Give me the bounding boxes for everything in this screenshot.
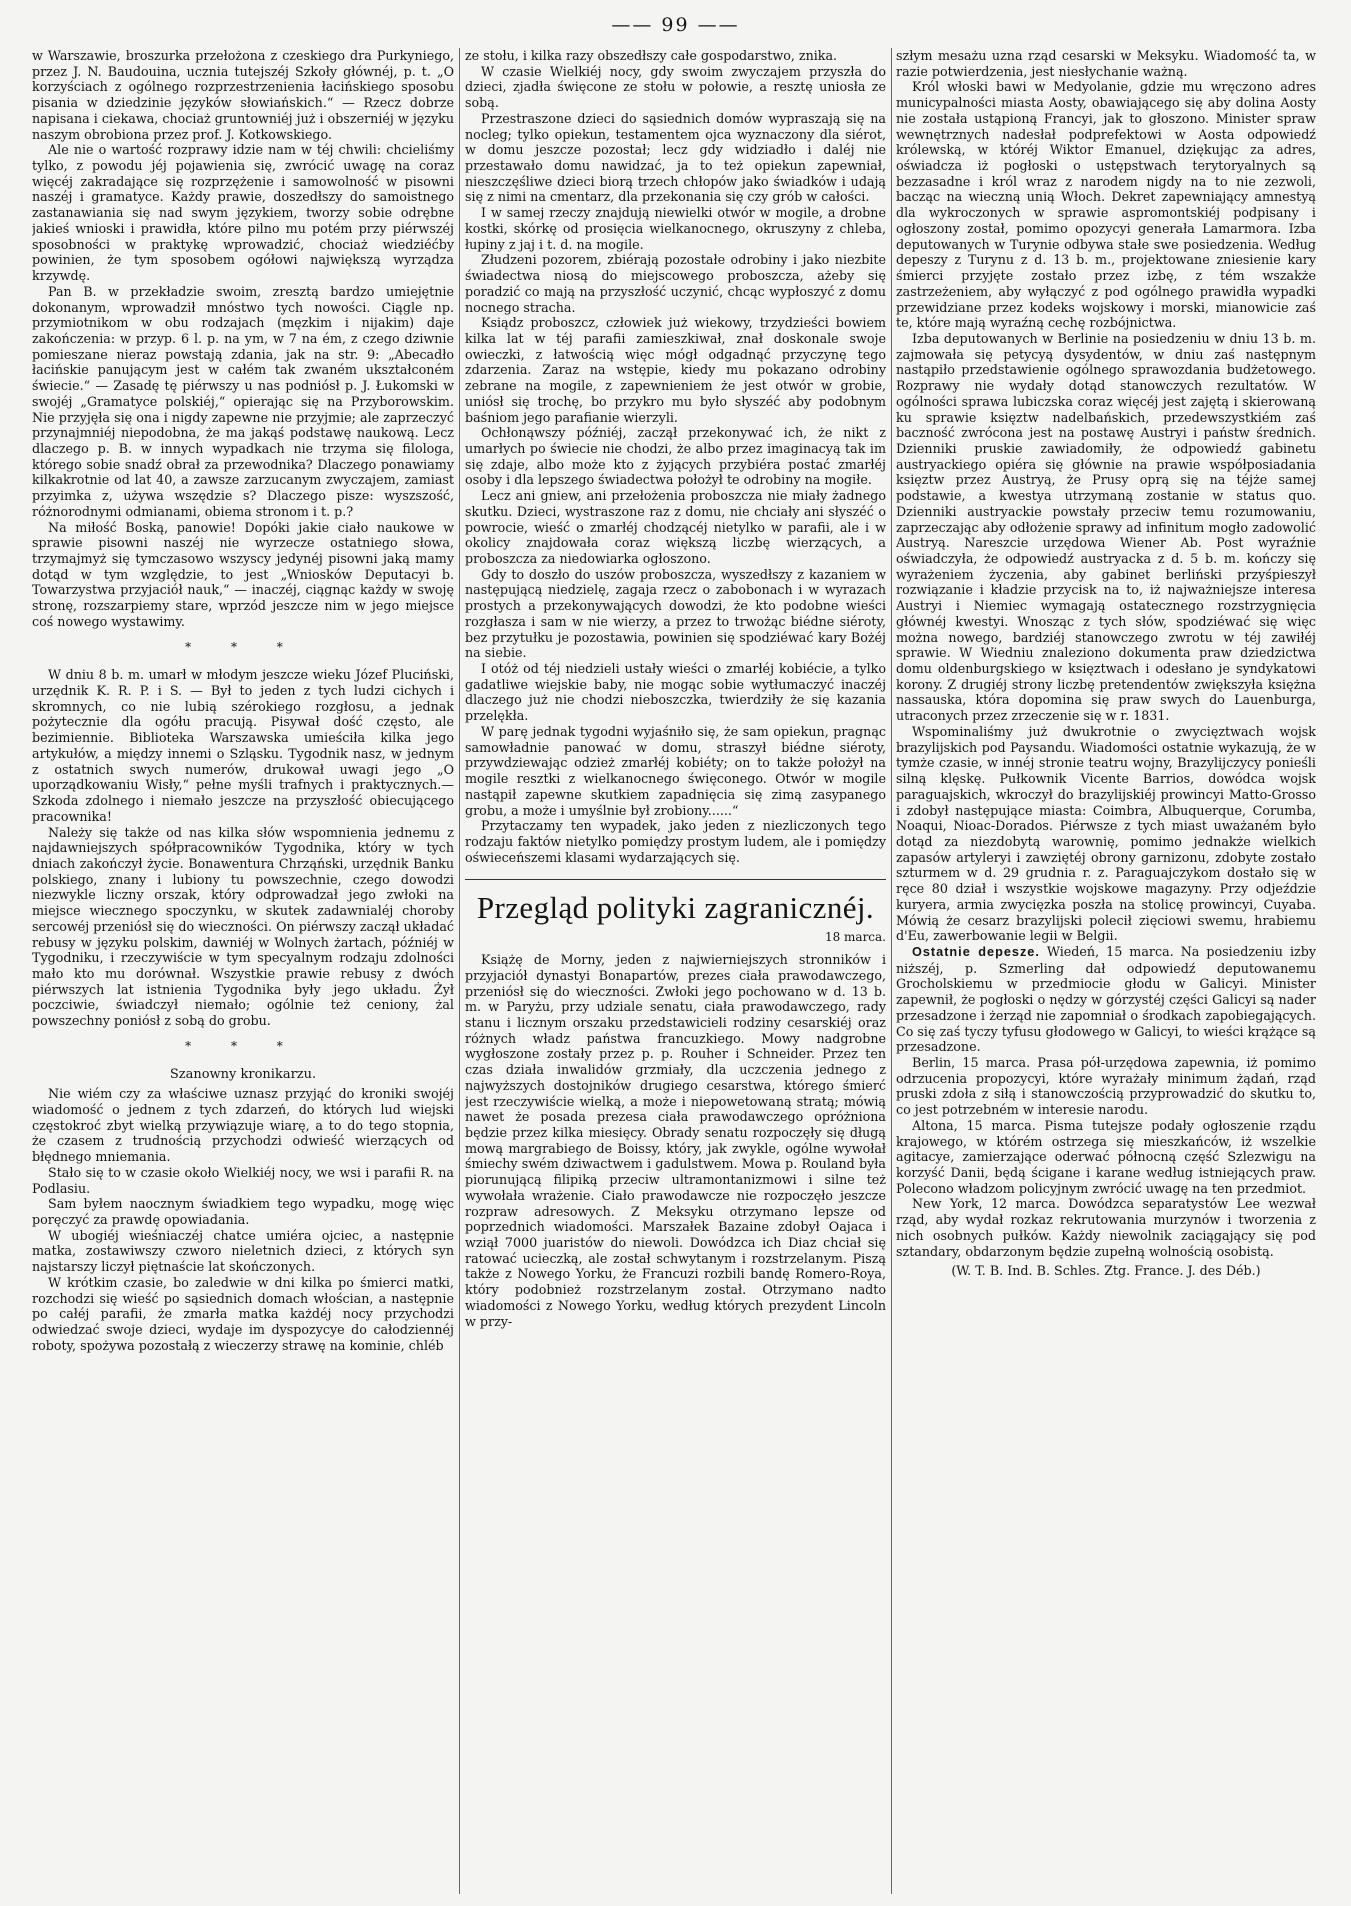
dispatch-paragraph: Berlin, 15 marca. Prasa pół-urzędowa zapewnia, iż pomimo odrzucenia propozycyi, które wyrażały minimum żądań, rząd pruski zdoła z siłą i stanowczością przyprowadzić do skutku to, co jest potrzebném w interesie narodu. (896, 1055, 1316, 1118)
politics-paragraph: Wspominaliśmy już dwukrotnie o zwycięztwach wojsk brazylijskich pod Paysandu. Wiadomości ostatnie wykazują, że w tymże czasie, w innéj stronie teatru wojny, Brazylijczycy ponieśli silną klęskę. Pułkownik Vicente Barrios, dowódca wojsk paraguajskich, wkroczył do brazylijskiéj prowincyi Matto-Grosso i zdobył następujące miasta: Coimbra, Albuquerque, Corumba, Noaqui, Nioac-Dorados. Piérwsze z tych miast uważaném było dotąd za niezdobytą warownię, pomimo jednakże wielkich zapasów artyleryi i zawziętéj obrony garnizonu, zdobyte zostało szturmem w d. 29 grudnia r. z. Paraguajczykom dostało się w ręce 80 dział i wszystkie wojskowe magazyny. Przy odjeździe kuryera, armia zwycięzka poszła na stolicę prowincyi, Cuyaba. Mówią że cesarz brazylijski polecił zięciowi swemu, hrabiemu d'Eu, zawerbowanie legii w Belgii. (896, 723, 1316, 944)
letter-paragraph: ze stołu, i kilka razy obszedłszy całe gospodarstwo, znika. (465, 48, 838, 63)
obituary-paragraph: Należy się także od nas kilka słów wspomnienia jednemu z najdawniejszych spółpracowników Tygodnika, który w tych dniach zakończył życie. Bonawentura Chrząński, urzędnik Banku polskiego, znany i lubiony tu powszechnie, czego dowodzi niezwykle liczny orszak, który odprowadzał jego zwłoki na miejsce wiecznego spoczynku, w skutek zadawnialéj choroby sercowéj przeniósł się do wieczności. On piérwszy zaczął układać rebusy w języku polskim, dawniéj w Wolnych żartach, późniéj w Tygodniku, i rzeczywiście w tym specyalnym rodzaju zdolności mało kto mu dorównał. Wszystkie prawie rebusy z dwóch piérwszych lat istnienia Tygodnika były jego układu. Żył poczciwie, świadczył niemało; ogólnie też ceniony, żal powszechny poniósł z sobą do grobu. (32, 824, 454, 1029)
article-paragraph: Pan B. w przekładzie swoim, zresztą bardzo umiejętnie dokonanym, wprowadził mnóstwo tych nowości. Ciągle np. przymiotnikom w obu rodzajach (męzkim i nijakim) daje zakończenia: w przyp. 6 l. p. na ym, w 7 na ém, z czego dziwnie pomieszane nieraz powstają zdania, jak na str. 9: „Abecadło łacińskie panującym jest w całém tak zwaném ukształconém świecie.“ — Zasadę tę piérwszy u nas podniósł p. J. Łukomski w swojéj „Gramatyce polskiéj,“ opierając się na Przyborowskim. Nie przyjęła się ona i nigdy zapewne nie przyjmie; ale zaprzeczyć przynajmniéj niepodobna, że ma jakąś podstawę naukową. Lecz dlaczego p. B. w innych wypadkach nie trzyma się filologa, którego sobie snadź obrał za przewodnika? Dlaczego ponawiamy kilkakrotnie od lat 40, a zawsze zarzucanym zwyczajem, zamiast przyimka z, używa wszędzie s? Dlaczego pisze: wyszszość, różnorodnymi odmianami, obiema stronom i t. p.? (32, 283, 454, 519)
dispatch-paragraph: New York, 12 marca. Dowódzca separatystów Lee wezwał rząd, aby wydał rozkaz rekrutowania murzynów i tworzenia z nich osobnych pułków. Każdy niewolnik zaciągający się pod sztandary, obdarzonym będzie zupełną wolnością osobistą. (896, 1196, 1316, 1259)
dispatch-label: Ostatnie depesze. (912, 944, 1040, 959)
politics-paragraph: Książę de Morny, jeden z najwierniejszych stronników i przyjaciół dynastyi Bonapartów, prezes ciała prawodawczego, przeniósł się do wieczności. Zwłoki jego pochowano w d. 13 b. m. w Paryżu, przy udziale senatu, ciała prawodawczego, rady stanu i licznym orszaku przedstawicieli rodziny cesarskiéj oraz różnych władz państwa francuzkiego. Mowy nadgrobne wygłoszone zostały przez p. p. Rouher i Schneider. Przez ten czas działa inwalidów grzmiały, dla uczczenia jednego z najwyższych dostojników drugiego cesarstwa, którego śmierć jest rzeczywiście wielką, a może i niepowetowaną stratą; mówią nawet że posada prezesa ciała prawodawczego opróżniona będzie przez kilka miesięcy. Obrady senatu rozpoczęły się długą mową margrabiego de Boissy, który, jak zwykle, ogólne wywołał śmiechy swém dziwactwem i gadulstwem. Mowa p. Rouland była piorunującą filipiką przeciw ultramontanizmowi i silne też wywołała wrażenie. Ciało prawodawcze nie rozpoczęło jeszcze rozpraw adresowych. Z Meksyku otrzymano lepsze od poprzednich wiadomości. Marszałek Bazaine zdobył Oajaca i wziął 7000 juaristów do niewoli. Dowódzca ich Diaz chciał się ratować ucieczką, ale został schwytanym i rozstrzelanym. Piszą także z Nowego Yorku, że Francuzi rozbili bandę Romero-Roya, który podobnież rozstrzelanym został. Otrzymano nadto wiadomości z Nowego Yorku, według których prezydent Lincoln w przy- (465, 952, 886, 1329)
letter-paragraph: Ksiądz proboszcz, człowiek już wiekowy, trzydzieści bowiem kilka lat w téj parafii zamieszkiwał, znał doskonale swoje owieczki, z łatwością więc mógł odgadnąć przyczynę tego zdarzenia. Zaraz na wstępie, kiedy mu pokazano odrobiny zebrane na mogile, z zapewnieniem że jest otwór w grobie, uniósł się trochę, bo przykro mu było słyszéć aby podobnym baśniom jego parafianie wierzyli. (465, 315, 886, 425)
politics-paragraph: Król włoski bawi w Medyolanie, gdzie mu wręczono adres municypalności miasta Aosty, obawiającego się aby dolina Aosty nie została ustąpioną Francyi, jak to głoszono. Minister spraw wewnętrznych nadesłał podprefektowi w Aosta odpowiedź królewską, w któréj Wiktor Emanuel, dziękując za adres, oświadcza iż pogłoski o ustępstwach terytoryalnych są bezzasadne i król wraz z narodem nigdy na to nie zezwoli, bacząc na wieczną unią Włoch. Dekret zapewniający amnestyą dla wykroczonych w sprawie aspromontskiéj podpisany i ogłoszony został, pomimo opozycyi generała Lamarmora. Izba deputowanych w Turynie odbywa stałe swe posiedzenia. Według depeszy z Turynu z d. 13 b. m., projektowane zniesienie kary śmierci przyjęte zostało przez izbę, z tém wszakże zastrzeżeniem, aby wyłączyć z pod ogólnego prawidła wypadki przewidziane przez kodeks wojskowy i morski, mianowicie zaś te, które mają wyraźną cechę rozbójnictwa. (896, 79, 1316, 331)
letter-paragraph: W parę jednak tygodni wyjaśniło się, że sam opiekun, pragnąc samowładnie panować w domu, straszył biédne siéroty, przywdziewając odzież zmarłéj kobiéty; on to także położył na mogile resztki z wielkanocnego święconego. Otwór w mogile nastąpił zapewne skutkiem zapadnięcia się zimą zasypanego grobu, a może i umyślnie był zrobiony......“ (465, 723, 886, 818)
letter-paragraph: Przestraszone dzieci do sąsiednich domów wypraszają się na nocleg; tylko opiekun, testamentem ojca wyznaczony dla siérot, w domu jeszcze pozostał; lecz gdy widziadło i daléj nie przestawało domu nawidzać, ja to też opiekun zapewniał, nieszczęśliwe dzieci biorą trzech chłopów jako świadków i udają się z nimi na cmentarz, dla przekonania się czy grób w całości. (465, 110, 886, 205)
politics-paragraph: Izba deputowanych w Berlinie na posiedzeniu w dniu 13 b. m. zajmowała się petycyą dysydentów, w dniu zaś następnym nastąpiło przedstawienie ogólnego sprawozdania budżetowego. Rozprawy nie wydały dotąd stanowczych rezultatów. W ogólności sprawa lubiczska coraz więcéj jest zajętą i skierowaną ku sprawie księztw nadelbańskich, przedewszystkiém zaś baczność zwrócona jest na postawę Austryi i państw średnich. Dzienniki pruskie zawiadomiły, że odpowiedź gabinetu austryackiego opiéra się głównie na prawie współposiadania księztw przez Austryą, że Prusy oprą się na téjże samej podstawie, a kwestya utrzymaną zostanie w status quo. Dzienniki austryackie powstały przeciw temu rozumowaniu, zaprzeczając aby odłożenie sprawy ad infinitum mogło zadowolić Austryą. Nareszcie urzędowa Wiener Ab. Post wyraźnie oświadczyła, że odpowiedź austryacka z d. 5 b. m. kończy się wyrażeniem życzenia, aby gabinet berliński przyśpieszył rozwiązanie i kładzie przycisk na to, iż najważniejsze interesa Austryi i Niemiec wymagają ostatecznego rozstrzygnięcia głównéj kwestyi. Wnosząc z tych słów, spodziéwać się więc można nowego, bardziéj stanowczego zwrotu w téj zawiłéj sprawie. W Wiedniu znaleziono dokumenta praw dziedzictwa domu oldenburgskiego w księztwach i odesłano je syndykatowi korony. Z drugiéj strony liczbę pretendentów zwiększyła księżna nassauska, która dopomina się praw swych do Lauenburga, utraconych przez zrzeczenie się w r. 1831. (896, 330, 1316, 724)
section-separator: * * * (185, 1038, 301, 1053)
section-date: 18 marca. (824, 930, 886, 945)
column-divider (891, 48, 892, 1894)
article-paragraph: Ale nie o wartość rozprawy idzie nam w téj chwili: chcieliśmy tylko, z powodu jéj pojawienia się, zwrócić uwagę na coraz więcéj zakradające się rozprzężenie i samowolność w pisowni naszéj i gramatyce. Każdy prawie, doszedłszy do samoistnego zastanawiania się nad swym językiem, tworzy sobie odrębne jakieś wnioski i prawidła, które pilno mu potém przy piérwszéj sposobności w praktykę wprowadzić, chociaż wiedziéćby powinien, że tym sposobem ogółowi największą wyrządza krzywdę. (32, 142, 454, 284)
letter-paragraph: W czasie Wielkiéj nocy, gdy swoim zwyczajem przyszła do dzieci, zjadła święcone ze stołu w połowie, a resztę uniosła ze sobą. (465, 63, 886, 111)
letter-paragraph: Ochłonąwszy późniéj, zaczął przekonywać ich, że nikt z umarłych po świecie nie chodzi, że albo przez imaginacyą tak im się zdaje, albo może kto z żyjących przybiéra postać zmarłéj osoby i dla lepszego świadectwa położył te odrobiny na mogiłe. (465, 425, 886, 488)
politics-paragraph: szłym mesażu uzna rząd cesarski w Meksyku. Wiadomość ta, w razie potwierdzenia, jest niesłychanie ważną. (896, 48, 1316, 79)
article-paragraph: Na miłość Boską, panowie! Dopóki jakie ciało naukowe w sprawie pisowni naszéj nie wyrzecze ostatniego słowa, trzymajmyż się tymczasowo wszyscy jedynéj pisowni jaką mamy dotąd w tym względzie, to jest „Wniosków Deputacyi b. Towarzystwa przyjaciół nauk,“ — inaczéj, ciągnąc każdy w swoję stronę, rozszarpiemy stare, wprzód jeszcze nim w jego miejsce coś nowego wystawimy. (32, 519, 454, 629)
letter-paragraph: Nie wiém czy za właściwe uznasz przyjąć do kroniki swojéj wiadomość o jednem z tych zdarzeń, do których lud wiejski częstokroć zbyt wielką przywiązuje wiarę, a to do tego stopnia, że czasem z trudnością przychodzi odwieść wierzących od błędnego mniemania. (32, 1086, 454, 1165)
dispatch-paragraph (896, 944, 1316, 1055)
section-separator: * * * (185, 639, 301, 654)
letter-paragraph: Lecz ani gniew, ani przełożenia proboszcza nie miały żadnego skutku. Dzieci, wystraszone raz z domu, nie chciały ani słyszéć o powrocie, wieść o zmarłéj chodzącéj nietylko w parafii, ale i w okolicy znajdowała coraz większą liczbę wierzących, a proboszcza za niedowiarka ogłoszono. (465, 488, 886, 566)
article-paragraph: w Warszawie, broszurka przełożona z czeskiego dra Purkyniego, przez J. N. Baudouina, ucznia tutejszéj Szkoły głównéj, p. t. „O korzyściach z ogólnego rozprzestrzenienia łacińskiego sposobu pisania w dziedzinie języków słowiańskich.“ — Rzecz dobrze napisana i ciekawa, chociaż gruntowniéj już i obszerniéj w języku naszym obrobiona przez prof. J. Kotkowskiego. (32, 48, 454, 142)
column-2 (465, 48, 886, 1894)
section-title: Przegląd polityki zagranicznéj. (476, 890, 875, 926)
column-1 (32, 48, 454, 1894)
page-number: —— 99 —— (611, 14, 740, 36)
letter-paragraph: Stało się to w czasie około Wielkiéj nocy, we wsi i parafii R. na Podlasiu. (32, 1164, 454, 1196)
letter-paragraph: I otóż od téj niedzieli ustały wieści o zmarłéj kobiécie, a tylko gadatliwe wiejskie baby, nie mogąc sobie wytłumaczyć inaczéj dlaczego już nie chodzi nieboszczka, twierdziły że się kazania przelękła. (465, 661, 886, 724)
column-3 (896, 48, 1316, 1894)
dispatch-text: Wiedeń, 15 marca. Na posiedzeniu izby niższéj, p. Szmerling dał odpowiedź deputowanemu Grocholskiemu w przedmiocie głodu w Galicyi. Minister zapewnił, że pogłoski o nędzy w górzystéj części Galicyi są nader przesadzone i żerząd nie zapomniał o środkach zapobiegających. Co się zaś tyczy tyfusu głodowego w Galicyi, to wieści krążące są przesadzone. (896, 943, 1316, 1055)
sources-line: (W. T. B. Ind. B. Schles. Ztg. France. J. des Déb.) (951, 1263, 1261, 1279)
letter-paragraph: W ubogiéj wieśniaczéj chatce umiéra ojciec, a następnie matka, zostawiwszy czworo nieletnich dzieci, z których syn najstarszy liczył piętnaście lat skończonych. (32, 1227, 454, 1275)
letter-heading: Szanowny kronikarzu. (169, 1066, 317, 1082)
section-rule (465, 879, 886, 880)
obituary-paragraph: W dniu 8 b. m. umarł w młodym jeszcze wieku Józef Pluciński, urzędnik K. R. P. i S. — Był to jeden z tych ludzi cichych i skromnych, co nie lubią szérokiego rozgłosu, a jednak pożytecznie dla ogółu pracują. Pisywał dość często, ale bezimiennie. Biblioteka Warszawska umieściła kilka jego artykułów, a między innemi o Szląsku. Tygodnik nasz, w jednym z ostatnich swych numerów, drukował uwagi jego „O uporządkowaniu Wisły,“ pełne myśli trafnych i praktycznych.—Szkoda zdolnego i niemało jeszcze na przyszłość obiecującego pracownika! (32, 667, 454, 824)
letter-paragraph: I w samej rzeczy znajdują niewielki otwór w mogile, a drobne kostki, skórkę od prosięcia wielkanocnego, okruszyny z chleba, łupiny z jaj i t. d. na mogile. (465, 205, 886, 252)
letter-paragraph: Gdy to doszło do uszów proboszcza, wyszedłszy z kazaniem w następującą niedzielę, zagaja rzecz o zabobonach i w wyrazach prostych a przekonywających dowodzi, że kto podobne wieści rozgłasza i sam w nie wierzy, a przez to trwożąc biédne siéroty, bez przytułku je pozostawia, powinien się spodziéwać kary Bożéj na siebie. (465, 566, 886, 661)
dispatch-paragraph: Altona, 15 marca. Pisma tutejsze podały ogłoszenie rządu krajowego, w którém ostrzega się mieszkańców, iż wszelkie agitacye, zamierzające oderwać północną część Szlezwigu na korzyść Danii, będą ścigane i karane według istniejących praw. Polecono władzom policyjnym zwrócić uwagę na ten przedmiot. (896, 1117, 1316, 1196)
column-divider (459, 48, 460, 1894)
letter-paragraph: Sam byłem naocznym świadkiem tego wypadku, mogę więc poręczyć za prawdę opowiadania. (32, 1196, 454, 1228)
letter-paragraph: Złudzeni pozorem, zbiérają pozostałe odrobiny i jako niezbite świadectwa niosą do miejscowego proboszcza, ażeby się poradzić co mają na przyszłość uczynić, chcąc wypłoszyć z domu nocnego stracha. (465, 252, 886, 315)
letter-paragraph: Przytaczamy ten wypadek, jako jeden z niezliczonych tego rodzaju faktów nietylko pomiędzy prostym ludem, ale i pomiędzy oświeceńszemi klasami wydarzających się. (465, 818, 886, 865)
letter-paragraph: W krótkim czasie, bo zaledwie w dni kilka po śmierci matki, rozchodzi się wieść po sąsiednich domach włościan, a następnie po całéj parafii, że zmarła matka każdéj nocy przychodzi odwiedzać swoje dzieci, wydaje im dyspozycye do całodziennéj roboty, spożywa pozostałą z wieczerzy strawę na kominie, chléb (32, 1274, 454, 1353)
